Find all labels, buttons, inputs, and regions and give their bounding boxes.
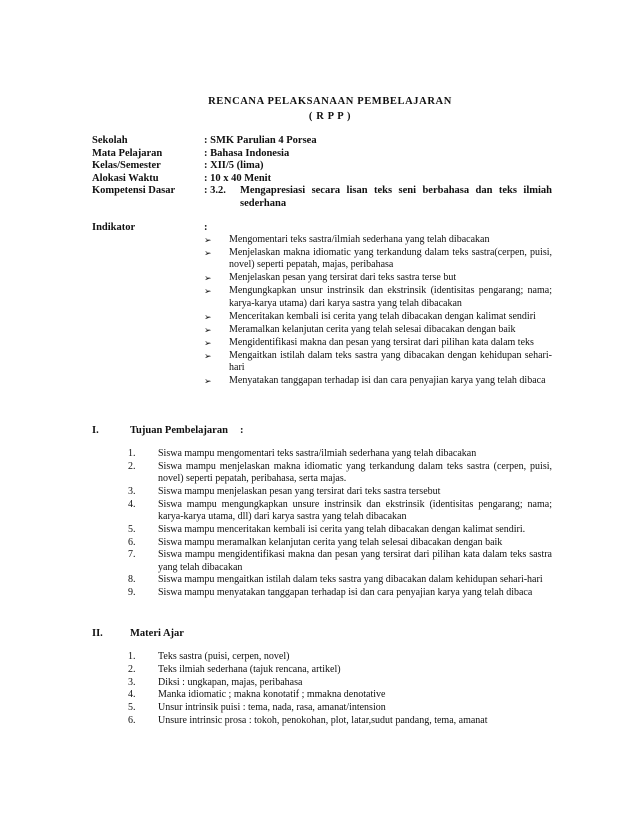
- info-label: Mata Pelajaran: [92, 147, 163, 159]
- list-item: [128, 499, 552, 524]
- item-text: Siswa mampu menjelaskan pesan yang tersirat dari teks sastra tersebut: [158, 485, 441, 497]
- arrow-bullet-icon: ➢: [204, 273, 212, 284]
- item-number: 2.: [128, 460, 136, 472]
- indikator-colon: :: [204, 222, 208, 233]
- materi-heading: [92, 627, 552, 640]
- indikator-text: Menjelaskan makna idiomatic yang terkandung dalam teks sastra(cerpen, puisi, novel) seperti pepatah, majas, peribahasa: [229, 247, 552, 271]
- indikator-item: [204, 247, 552, 272]
- indikator-text: Menyatakan tanggapan terhadap isi dan cara penyajian karya yang telah dibaca: [229, 375, 546, 387]
- list-item: [128, 702, 552, 714]
- item-text: Teks ilmiah sederhana (tajuk rencana, artikel): [158, 663, 341, 675]
- kompetensi-number: : 3.2.: [204, 185, 226, 196]
- indikator-item: [204, 324, 552, 336]
- item-number: 1.: [128, 448, 136, 459]
- arrow-bullet-icon: ➢: [204, 337, 212, 348]
- list-item: [128, 677, 552, 689]
- identity-block: [92, 135, 552, 210]
- info-value: : Bahasa Indonesia: [204, 147, 290, 159]
- section-colon: :: [240, 425, 244, 436]
- item-text: Unsur intrinsik puisi : tema, nada, rasa, amanat/intension: [158, 702, 386, 714]
- item-number: 2.: [128, 663, 136, 675]
- item-number: 3.: [128, 485, 136, 497]
- indikator-block: [92, 221, 552, 388]
- info-label: Sekolah: [92, 135, 128, 146]
- item-number: 4.: [128, 689, 136, 701]
- kompetensi-text: Mengapresiasi secara lisan teks seni berbahasa dan teks ilmiah sederhana: [240, 185, 552, 209]
- item-number: 4.: [128, 498, 136, 510]
- indikator-list: [204, 234, 552, 388]
- info-row-kompetensi-dasar: [92, 185, 552, 210]
- indikator-label: Indikator: [92, 222, 136, 233]
- item-number: 5.: [128, 702, 136, 714]
- item-text: Manka idiomatic ; makna konotatif ; mmakna denotative: [158, 689, 386, 701]
- info-label: Alokasi Waktu: [92, 172, 159, 184]
- tujuan-section: [92, 424, 552, 600]
- info-label: Kompetensi Dasar: [92, 185, 176, 196]
- info-value: : XII/5 (lima): [204, 160, 264, 171]
- item-text: Siswa mampu meramalkan kelanjutan cerita yang telah selesai dibacakan dengan baik: [158, 536, 503, 548]
- indikator-text: Mengungkapkan unsur instrinsik dan ekstrinsik (identisitas pengarang; nama; karya-karya utama) dari karya sastra yang telah dibacakan: [229, 285, 552, 309]
- materi-list: [92, 651, 552, 727]
- item-text: Siswa mampu mengomentari teks sastra/ilmiah sederhana yang telah dibacakan: [158, 448, 477, 459]
- indikator-item: [204, 350, 552, 375]
- item-number: 3.: [128, 676, 136, 688]
- item-text: Siswa mampu mengidentifikasi makna dan pesan yang tersirat dari pilihan kata dalam teks sastra yang telah dibacakan: [158, 549, 552, 573]
- indikator-text: Mengaitkan istilah dalam teks sastra yang dibacakan dengan kehidupan sehari-hari: [229, 349, 552, 374]
- list-item: [128, 448, 552, 460]
- list-item: [128, 664, 552, 676]
- arrow-bullet-icon: ➢: [204, 235, 212, 245]
- materi-section: [92, 627, 552, 728]
- item-number: 1.: [128, 651, 136, 662]
- item-number: 5.: [128, 523, 136, 535]
- item-text: Siswa mampu menceritakan kembali isi cerita yang telah dibacakan dengan kalimat sendiri.: [158, 523, 526, 535]
- list-item: [128, 715, 552, 727]
- item-number: 8.: [128, 574, 136, 586]
- indikator-heading: [92, 221, 552, 234]
- list-item: [128, 651, 552, 663]
- document-title: RENCANA PELAKSANAAN PEMBELAJARAN: [208, 96, 452, 107]
- arrow-bullet-icon: ➢: [204, 376, 212, 387]
- indikator-item: [204, 285, 552, 310]
- info-value: : SMK Parulian 4 Porsea: [204, 135, 317, 146]
- indikator-text: Meramalkan kelanjutan cerita yang telah selesai dibacakan dengan baik: [229, 323, 516, 335]
- list-item: [128, 587, 552, 599]
- indikator-text: Mengomentari teks sastra/ilmiah sederhana yang telah dibacakan: [229, 234, 490, 245]
- item-number: 9.: [128, 587, 136, 599]
- indikator-text: Mengidentifikasi makna dan pesan yang tersirat dari pilihan kata dalam teks: [229, 336, 534, 348]
- tujuan-list: [92, 448, 552, 600]
- item-text: Unsure intrinsic prosa : tokoh, penokohan, plot, latar,sudut pandang, tema, amanat: [158, 714, 488, 726]
- indikator-text: Menjelaskan pesan yang tersirat dari teks sastra terse but: [229, 272, 457, 284]
- list-item: [128, 574, 552, 586]
- list-item: [128, 461, 552, 486]
- info-row-alokasi-waktu: [92, 173, 552, 186]
- arrow-bullet-icon: ➢: [204, 248, 212, 258]
- indikator-item: [204, 234, 552, 246]
- section-numeral: I.: [92, 425, 99, 436]
- tujuan-heading: [92, 424, 552, 437]
- item-text: Teks sastra (puisi, cerpen, novel): [158, 651, 290, 662]
- list-item: [128, 537, 552, 549]
- info-label: Kelas/Semester: [92, 160, 161, 171]
- item-number: 6.: [128, 536, 136, 548]
- kompetensi-value: [204, 185, 552, 210]
- document-subtitle: ( R P P ): [308, 111, 352, 122]
- item-text: Siswa mampu menyatakan tanggapan terhadap isi dan cara penyajian karya yang telah dibaca: [158, 587, 533, 599]
- item-text: Siswa mampu menjelaskan makna idiomatic yang terkandung dalam teks sastra (cerpen, puisi, novel) seperti pepatah, peribahasa, serta majas.: [158, 460, 552, 485]
- list-item: [128, 689, 552, 701]
- list-item: [128, 524, 552, 536]
- info-value: : 10 x 40 Menit: [204, 172, 272, 184]
- item-number: 6.: [128, 714, 136, 726]
- item-number: 7.: [128, 549, 136, 561]
- indikator-item: [204, 375, 552, 387]
- indikator-item: [204, 311, 552, 323]
- item-text: Diksi : ungkapan, majas, peribahasa: [158, 676, 303, 688]
- arrow-bullet-icon: ➢: [204, 350, 212, 361]
- item-text: Siswa mampu mengungkapkan unsure instrinsik dan ekstrinsik (identisitas pengarang; nama; karya-karya utama, dll) dari karya sastra yang telah dibacakan: [158, 498, 552, 522]
- indikator-item: [204, 272, 552, 284]
- indikator-item: [204, 337, 552, 349]
- section-title: Tujuan Pembelajaran: [130, 425, 228, 436]
- list-item: [128, 486, 552, 498]
- section-title: Materi Ajar: [130, 628, 184, 639]
- arrow-bullet-icon: ➢: [204, 324, 212, 335]
- item-text: Siswa mampu mengaitkan istilah dalam teks sastra yang dibacakan dalam kehidupan sehari-hari: [158, 574, 543, 586]
- indikator-text: Menceritakan kembali isi cerita yang telah dibacakan dengan kalimat sendiri: [229, 310, 536, 322]
- section-numeral: II.: [92, 628, 103, 639]
- arrow-bullet-icon: ➢: [204, 286, 212, 297]
- info-row-kelas-semester: [92, 160, 552, 173]
- info-row-mata-pelajaran: [92, 148, 552, 161]
- list-item: [128, 549, 552, 574]
- info-row-sekolah: [92, 135, 552, 148]
- arrow-bullet-icon: ➢: [204, 311, 212, 322]
